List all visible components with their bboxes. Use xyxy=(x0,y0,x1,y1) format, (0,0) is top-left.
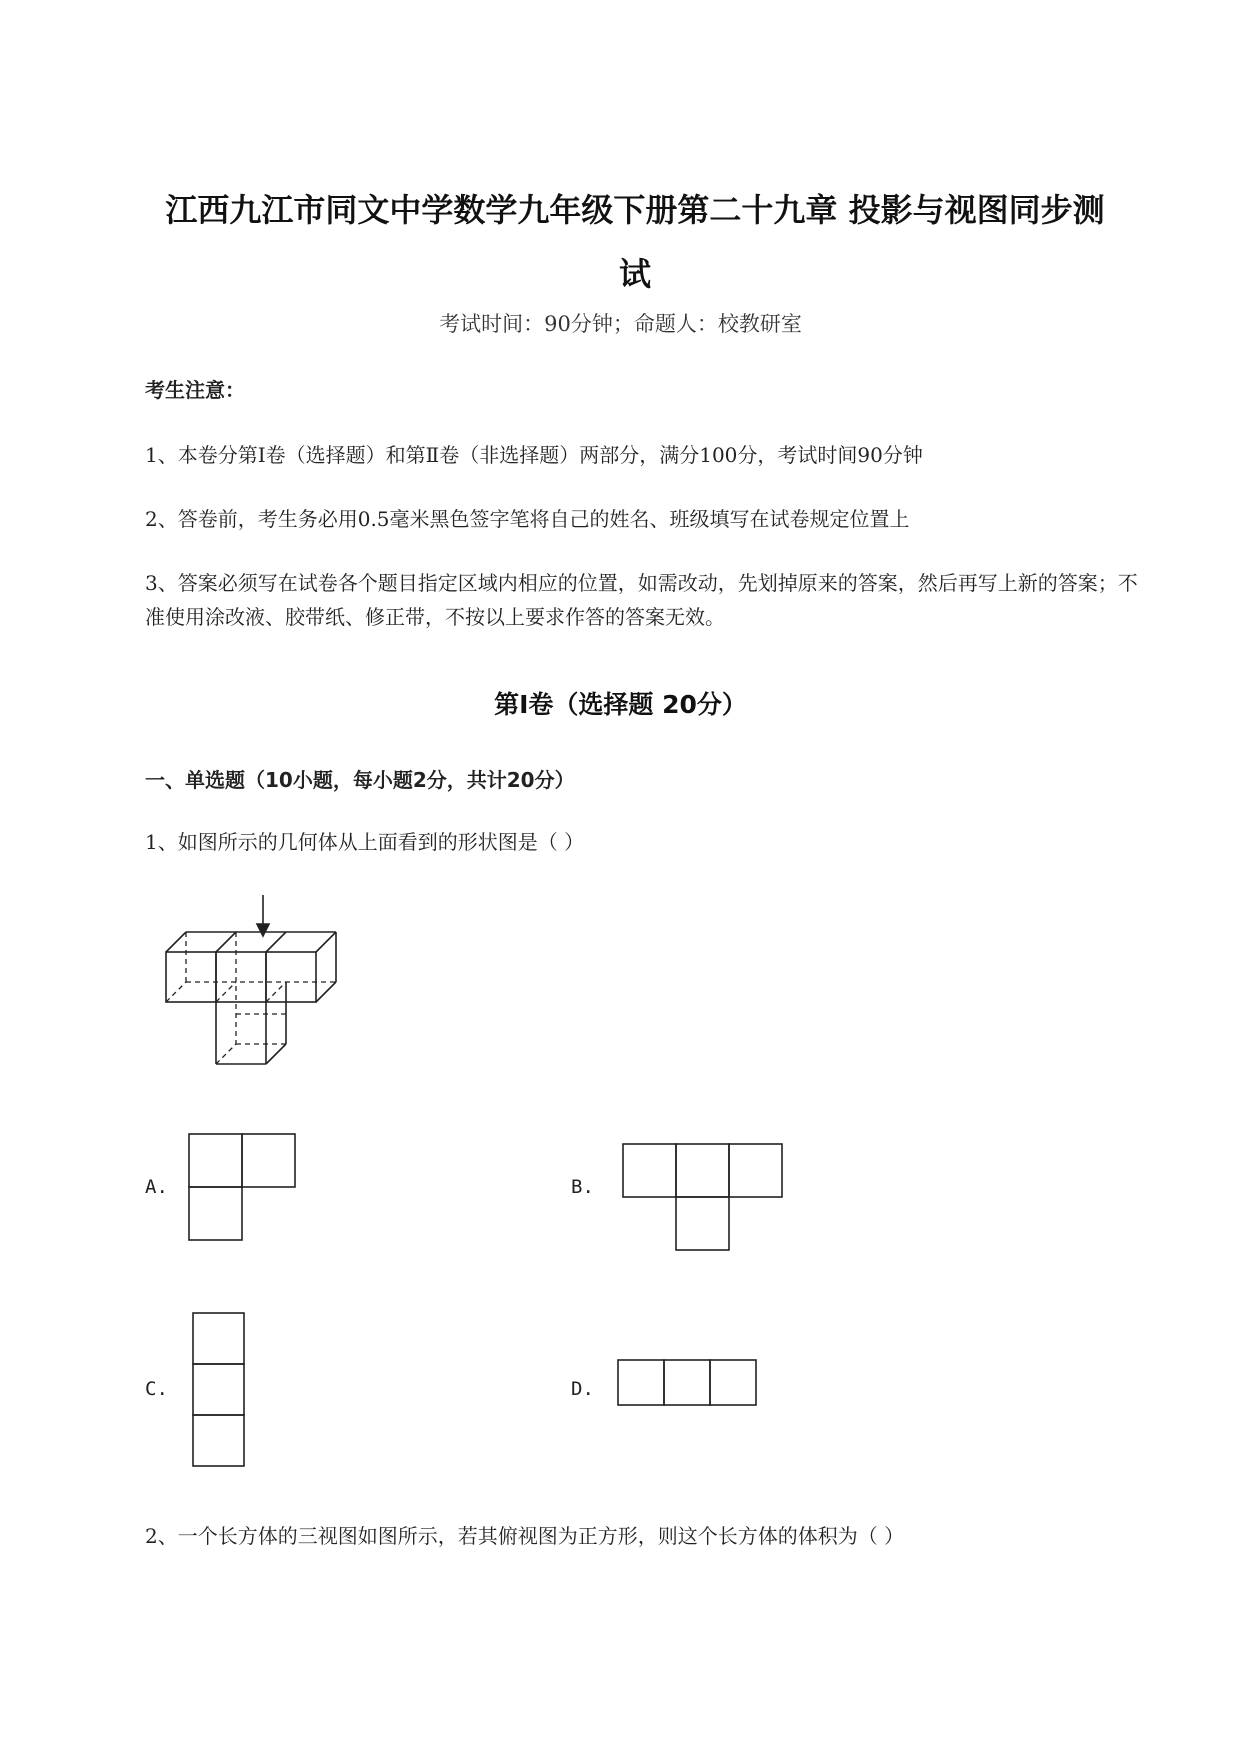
option-d-label[interactable]: D. xyxy=(571,1378,594,1400)
notice-heading: 考生注意： xyxy=(145,378,245,402)
option-d-figure xyxy=(617,1359,761,1409)
question-1-solid-figure xyxy=(160,890,360,1070)
title-line-1: 江西九江市同文中学数学九年级下册第二十九章 投影与视图同步测 xyxy=(165,191,1105,229)
option-a-figure xyxy=(188,1133,298,1243)
title-line-2: 试 xyxy=(618,255,651,293)
part-heading: 第Ⅰ卷（选择题 20分） xyxy=(494,690,747,719)
exam-meta: 考试时间：90分钟；命题人：校教研室 xyxy=(439,312,802,336)
question-1-text: 1、如图所示的几何体从上面看到的形状图是（ ） xyxy=(145,830,585,854)
option-b-figure xyxy=(622,1143,784,1253)
question-2-text: 2、一个长方体的三视图如图所示，若其俯视图为正方形，则这个长方体的体积为（ ） xyxy=(145,1524,905,1548)
option-b-label[interactable]: B. xyxy=(571,1176,594,1198)
notice-1: 1、本卷分第Ⅰ卷（选择题）和第Ⅱ卷（非选择题）两部分，满分100分，考试时间90分钟 xyxy=(145,443,923,467)
document-title xyxy=(130,178,1140,306)
section-heading: 一、单选题（10小题，每小题2分，共计20分） xyxy=(145,768,575,792)
option-c-figure xyxy=(192,1312,248,1472)
option-c-label[interactable]: C. xyxy=(145,1378,168,1400)
notice-3: 3、答案必须写在试卷各个题目指定区域内相应的位置，如需改动，先划掉原来的答案，然后再写上新的答案；不准使用涂改液、胶带纸、修正带，不按以上要求作答的答案无效。 xyxy=(145,571,1138,629)
notice-2: 2、答卷前，考生务必用0.5毫米黑色签字笔将自己的姓名、班级填写在试卷规定位置上 xyxy=(145,507,910,531)
option-a-label[interactable]: A. xyxy=(145,1176,168,1198)
